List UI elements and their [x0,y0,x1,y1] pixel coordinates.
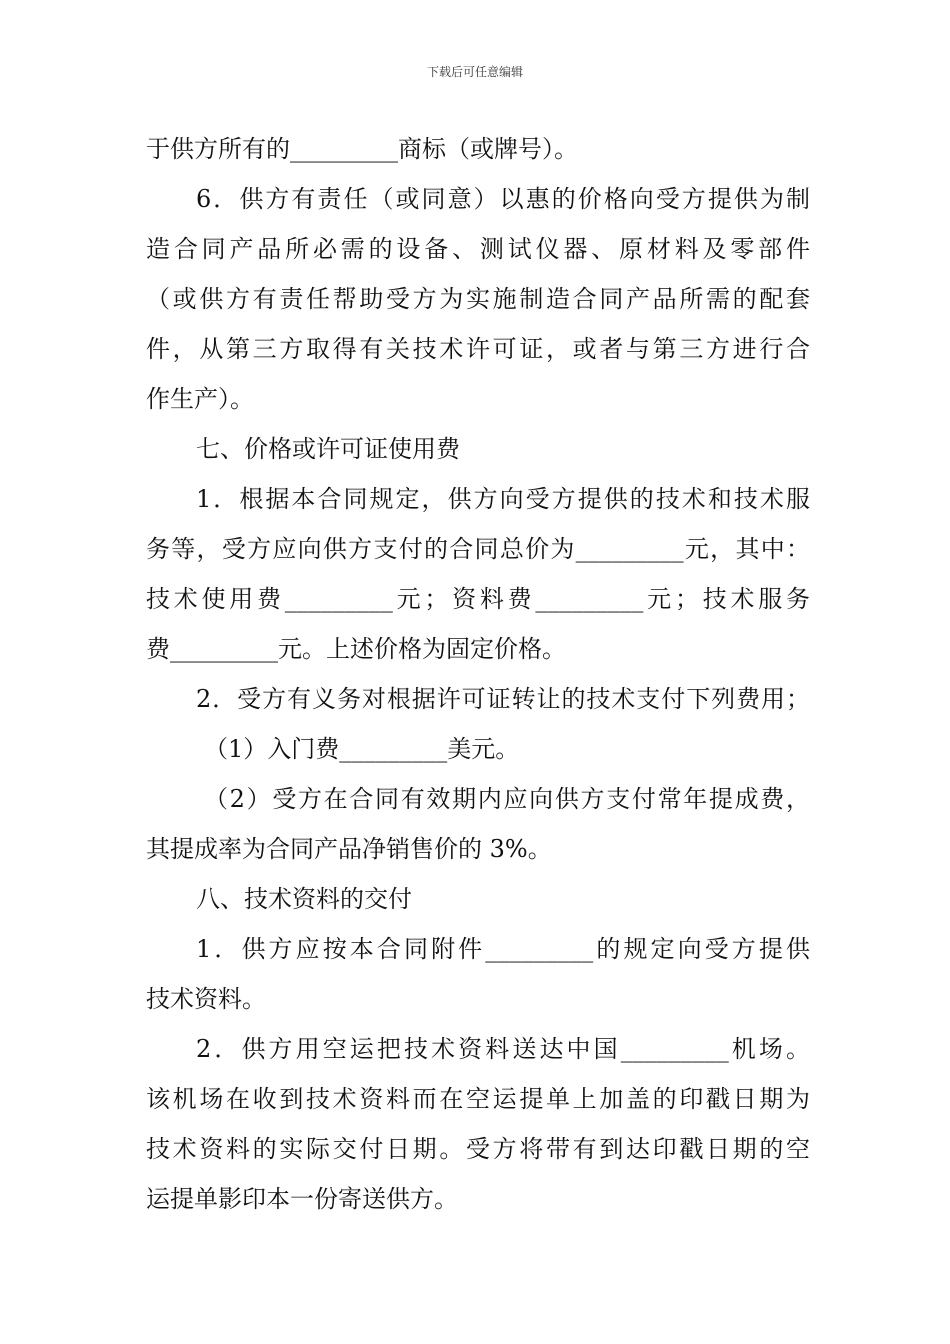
paragraph-line: 费_________元。上述价格为固定价格。 [146,635,566,663]
paragraph-line: 技术资料。 [146,985,266,1013]
paragraph-line: 造合同产品所必需的设备、测试仪器、原材料及零部件 [146,235,810,263]
section-heading: 七、价格或许可证使用费 [196,435,460,463]
paragraph-line: 务等，受方应向供方支付的合同总价为_________元，其中： [146,535,810,563]
paragraph-line: 6．供方有责任（或同意）以惠的价格向受方提供为制 [196,185,810,213]
paragraph-line: 件，从第三方取得有关技术许可证，或者与第三方进行合 [146,335,810,363]
list-item: （2）受方在合同有效期内应向供方支付常年提成费， [204,785,810,813]
paragraph-line: 技术资料的实际交付日期。受方将带有到达印戳日期的空 [146,1135,810,1163]
paragraph-line: （或供方有责任帮助受方为实施制造合同产品所需的配套 [146,285,810,313]
paragraph-line: 于供方所有的_________商标（或牌号）。 [146,135,578,163]
document-body [146,124,810,1224]
section-heading: 八、技术资料的交付 [196,885,412,913]
paragraph-line: 作生产）。 [146,385,254,413]
paragraph-line: 1．供方应按本合同附件_________的规定向受方提供 [196,935,810,963]
paragraph-line: 该机场在收到技术资料而在空运提单上加盖的印戳日期为 [146,1085,810,1113]
paragraph-line: 1．根据本合同规定，供方向受方提供的技术和技术服 [196,485,810,513]
list-item: （1）入门费_________美元。 [204,735,520,763]
page-header: 下载后可任意编辑 [426,65,523,79]
paragraph-line: 技术使用费_________元；资料费_________元；技术服务 [146,585,810,613]
paragraph-line: 其提成率为合同产品净销售价的 3%。 [146,835,552,863]
paragraph-line: 2．供方用空运把技术资料送达中国_________机场。 [196,1035,810,1063]
paragraph-line: 运提单影印本一份寄送供方。 [146,1185,458,1213]
paragraph-line: 2．受方有义务对根据许可证转让的技术支付下列费用； [196,685,810,713]
